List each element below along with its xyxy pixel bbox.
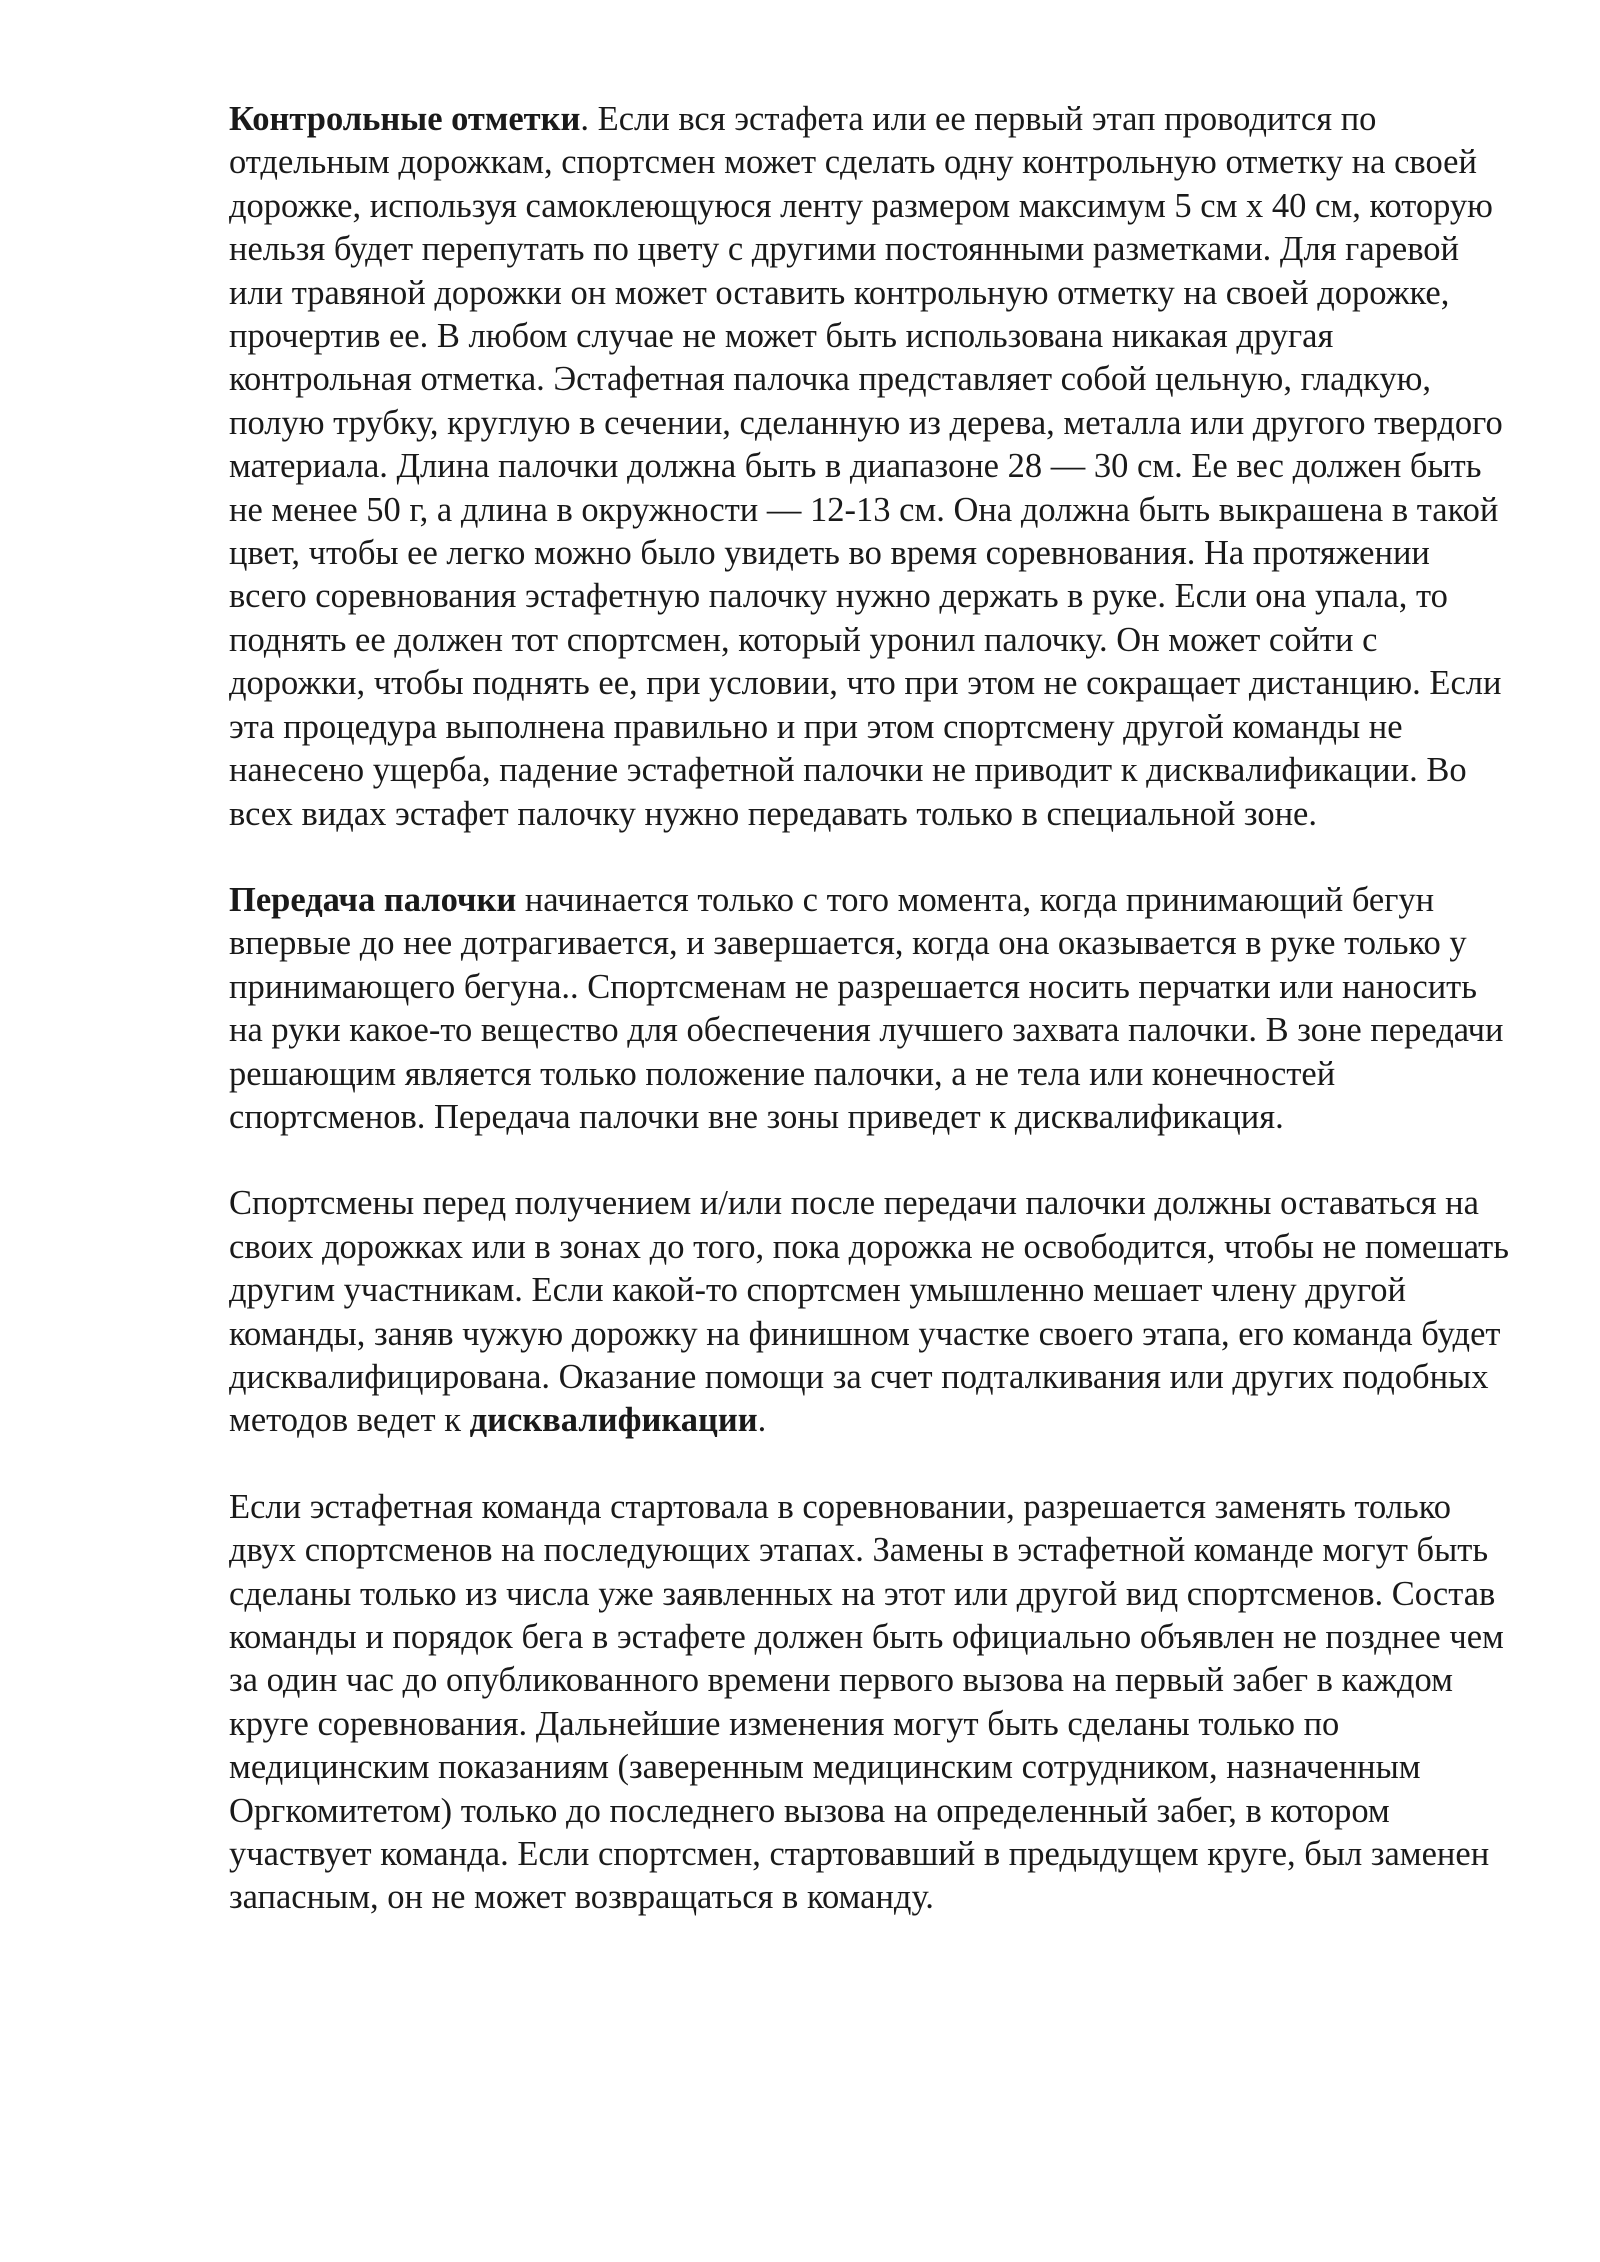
paragraph-tail: . [757,1401,767,1440]
paragraph-control-marks [229,98,1509,836]
heading-control-marks: Контрольные отметки [229,100,581,138]
document-page [229,98,1509,1963]
heading-baton-passing: Передача палочки [229,880,517,919]
paragraph-baton-passing [229,879,1509,1139]
emphasis-disqualification: дисквалификации [469,1401,758,1440]
paragraph-text: Спортсмены перед получением и/или после передачи палочки должны оставаться на своих дорожках или в зонах до того, пока дорожка не освободится, чтобы не помешать другим участникам. Если какой-то спортсмен умышленно мешает члену другой команды, заняв чужую дорожку на финишном участке своего этапа, его команда будет дисквалифицирована. Оказание помощи за счет подталкивания или других подобных методов ведет к [229,1184,1509,1440]
paragraph-text: . Если вся эстафета или ее первый этап проводится по отдельным дорожкам, спортсмен может сделать одну контрольную отметку на своей дорожке, используя самоклеющуюся ленту размером максимум 5 см х 40 см, которую нельзя будет перепутать по цвету с другими постоянными разметками. Для гаревой или травяной дорожки он может оставить контрольную отметку на своей дорожке, прочертив ее. В любом случае не может быть использована никакая другая контрольная отметка. Эстафетная палочка представляет собой цельную, гладкую, полую трубку, круглую в сечении, сделанную из дерева, металла или другого твердого материала. Длина палочки должна быть в диапазоне 28 — 30 см. Ее вес должен быть не менее 50 г, а длина в окружности — 12-13 см. Она должна быть выкрашена в такой цвет, чтобы ее легко можно было увидеть во время соревнования. На протяжении всего соревнования эстафетную палочку нужно держать в руке. Если она упала, то поднять ее должен тот спортсмен, который уронил палочку. Он может сойти с дорожки, чтобы поднять ее, при условии, что при этом не сокращает дистанцию. Если эта процедура выполнена правильно и при этом спортсмену другой команды не нанесено ущерба, падение эстафетной палочки не приводит к дисквалификации. Во всех видах эстафет палочку нужно передавать только в специальной зоне. [229,100,1503,833]
paragraph-text: Если эстафетная команда стартовала в соревновании, разрешается заменять только двух спортсменов на последующих этапах. Замены в эстафетной команде могут быть сделаны только из числа уже заявленных на этот или другой вид спортсменов. Состав команды и порядок бега в эстафете должен быть официально объявлен не позднее чем за один час до опубликованного времени первого вызова на первый забег в каждом круге соревнования. Дальнейшие изменения могут быть сделаны только по медицинским показаниям (заверенным медицинским сотрудником, назначенным Оргкомитетом) только до последнего вызова на определенный забег, в котором участвует команда. Если спортсмен, стартовавший в предыдущем круге, был заменен запасным, он не может возвращаться в команду. [229,1487,1504,1917]
paragraph-lane-rules [229,1182,1509,1442]
paragraph-team-substitution [229,1486,1509,1920]
paragraph-text: начинается только с того момента, когда принимающий бегун впервые до нее дотрагивается, и завершается, когда она оказывается в руке только у принимающего бегуна.. Спортсменам не разрешается носить перчатки или наносить на руки какое-то вещество для обеспечения лучшего захвата палочки. В зоне передачи решающим является только положение палочки, а не тела или конечностей спортсменов. Передача палочки вне зоны приведет к дисквалификация. [229,880,1504,1136]
